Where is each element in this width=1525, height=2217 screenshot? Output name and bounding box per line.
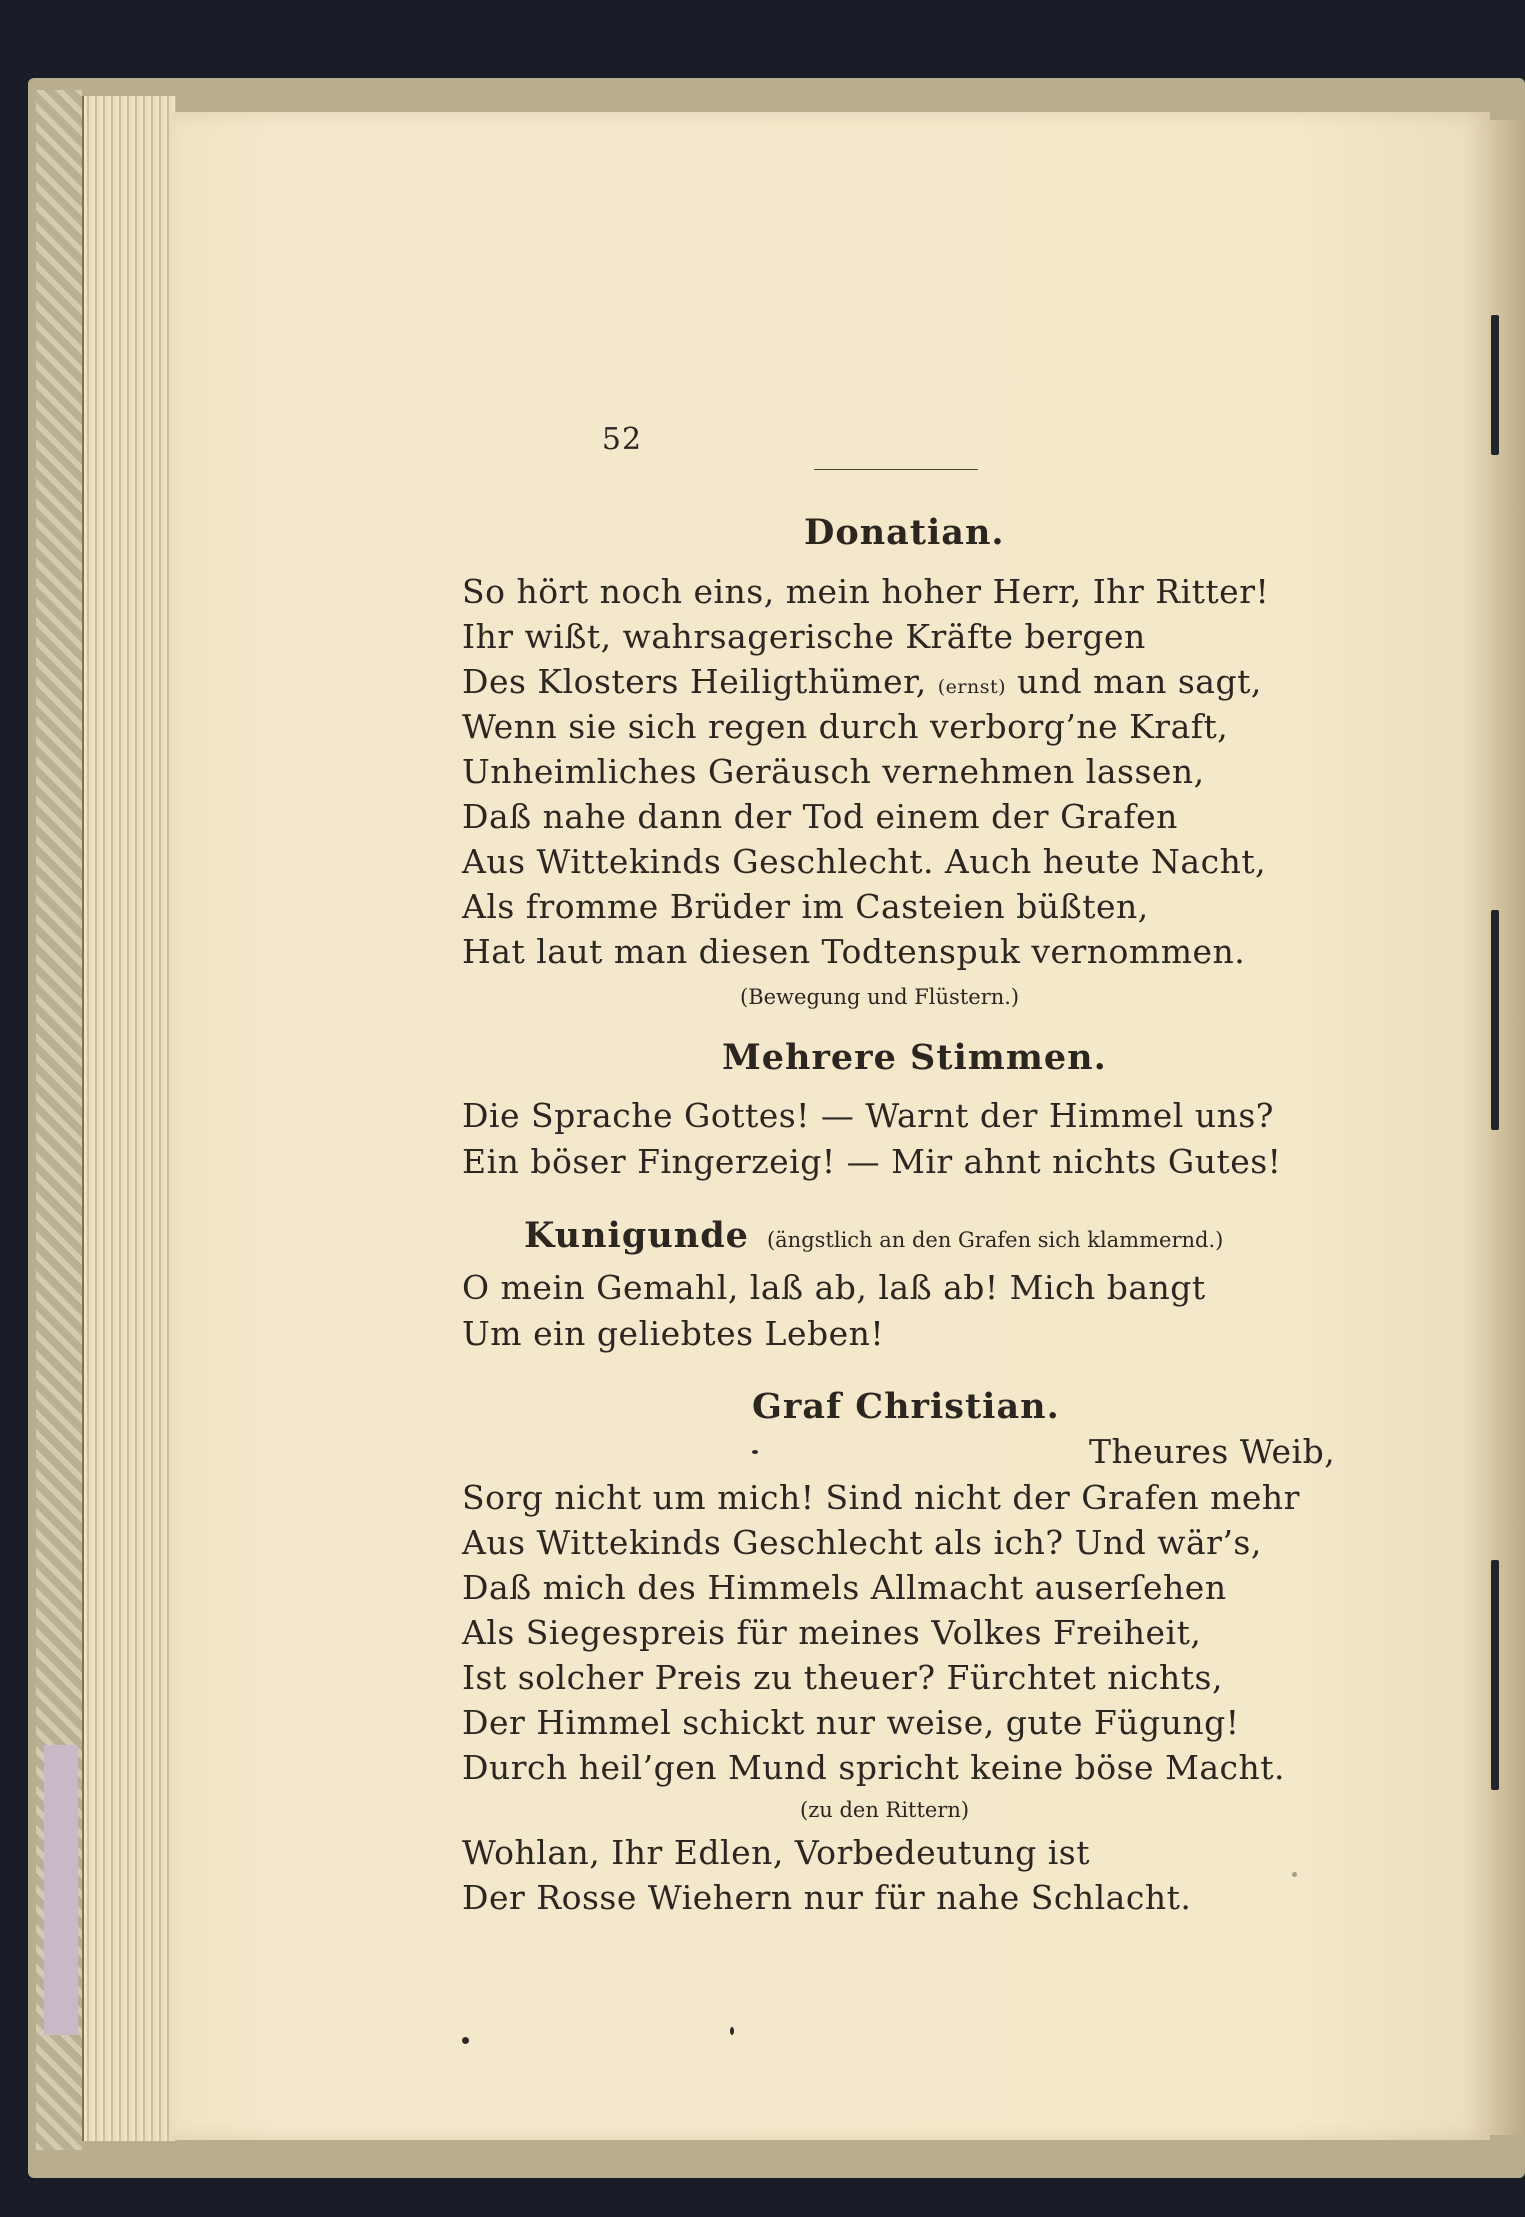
verse-line: Unheimliches Geräusch vernehmen lassen,	[462, 752, 1205, 791]
verse-line: So hört noch eins, mein hoher Herr, Ihr Ritter!	[462, 572, 1270, 611]
verse-line: O mein Gemahl, laß ab, laß ab! Mich bangt	[462, 1268, 1206, 1307]
verse-line: Durch heil’gen Mund spricht keine böse Macht.	[462, 1748, 1286, 1787]
inline-stage-direction: (ernst)	[937, 676, 1007, 698]
verse-text: Des Klosters Heiligthümer,	[462, 662, 938, 701]
verse-line: Hat laut man diesen Todtenspuk vernommen.	[462, 932, 1246, 971]
page-content	[172, 112, 1490, 2140]
speaker-name: Graf Christian.	[752, 1386, 1060, 1427]
verse-text: und man sagt,	[1006, 662, 1262, 701]
verse-line: Wohlan, Ihr Edlen, Vorbedeutung ist	[462, 1833, 1090, 1872]
library-stamp	[44, 1745, 78, 2035]
speaker-name: Donatian.	[804, 512, 1005, 553]
paper-speck	[462, 2037, 469, 2044]
verse-line: Als Siegespreis für meines Volkes Freiheit,	[462, 1613, 1202, 1652]
stage-direction: (ängstlich an den Grafen sich klammernd.)	[766, 1228, 1224, 1252]
verse-line: Ein böser Fingerzeig! — Mir ahnt nichts Gutes!	[462, 1142, 1282, 1181]
verse-line: Die Sprache Gottes! — Warnt der Himmel uns?	[462, 1096, 1274, 1135]
verse-line: Theures Weib,	[1089, 1432, 1336, 1471]
verse-line	[462, 662, 1262, 701]
paper-speck	[1292, 1872, 1297, 1877]
paper-speck	[752, 1450, 758, 1454]
verse-line: Wenn sie sich regen durch verborg’ne Kraft,	[462, 707, 1229, 746]
verse-line: Der Rosse Wiehern nur für nahe Schlacht.	[462, 1878, 1192, 1917]
verse-line: Um ein geliebtes Leben!	[462, 1314, 885, 1353]
bookmark-tab	[1491, 910, 1499, 1130]
stage-direction: (Bewegung und Flüstern.)	[740, 985, 1020, 1009]
verse-line: Sorg nicht um mich! Sind nicht der Grafen mehr	[462, 1478, 1300, 1517]
verse-line: Daß mich des Himmels Allmacht auserſehen	[462, 1568, 1227, 1607]
verse-line: Als fromme Brüder im Casteien büßten,	[462, 887, 1149, 926]
page-number-rule	[814, 469, 978, 470]
bookmark-tab	[1491, 1560, 1499, 1790]
book-page	[172, 112, 1490, 2140]
verse-line: Daß nahe dann der Tod einem der Grafen	[462, 797, 1178, 836]
bookmark-tab	[1491, 315, 1499, 455]
verse-line: Aus Wittekinds Geschlecht als ich? Und wär’s,	[462, 1523, 1262, 1562]
page-edges	[82, 96, 176, 2141]
page-number: 52	[601, 422, 643, 457]
verse-line: Aus Wittekinds Geschlecht. Auch heute Nacht,	[462, 842, 1267, 881]
speaker-name: Kunigunde	[524, 1215, 749, 1256]
verse-line: Ist solcher Preis zu theuer? Fürchtet nichts,	[462, 1658, 1223, 1697]
verse-line: Der Himmel schickt nur weise, gute Fügung!	[462, 1703, 1240, 1742]
verse-line: Ihr wißt, wahrsagerische Kräfte bergen	[462, 617, 1146, 656]
stage-direction: (zu den Rittern)	[800, 1798, 970, 1822]
paper-speck	[730, 2027, 734, 2035]
speaker-heading	[524, 1215, 1223, 1256]
speaker-name: Mehrere Stimmen.	[722, 1037, 1107, 1078]
